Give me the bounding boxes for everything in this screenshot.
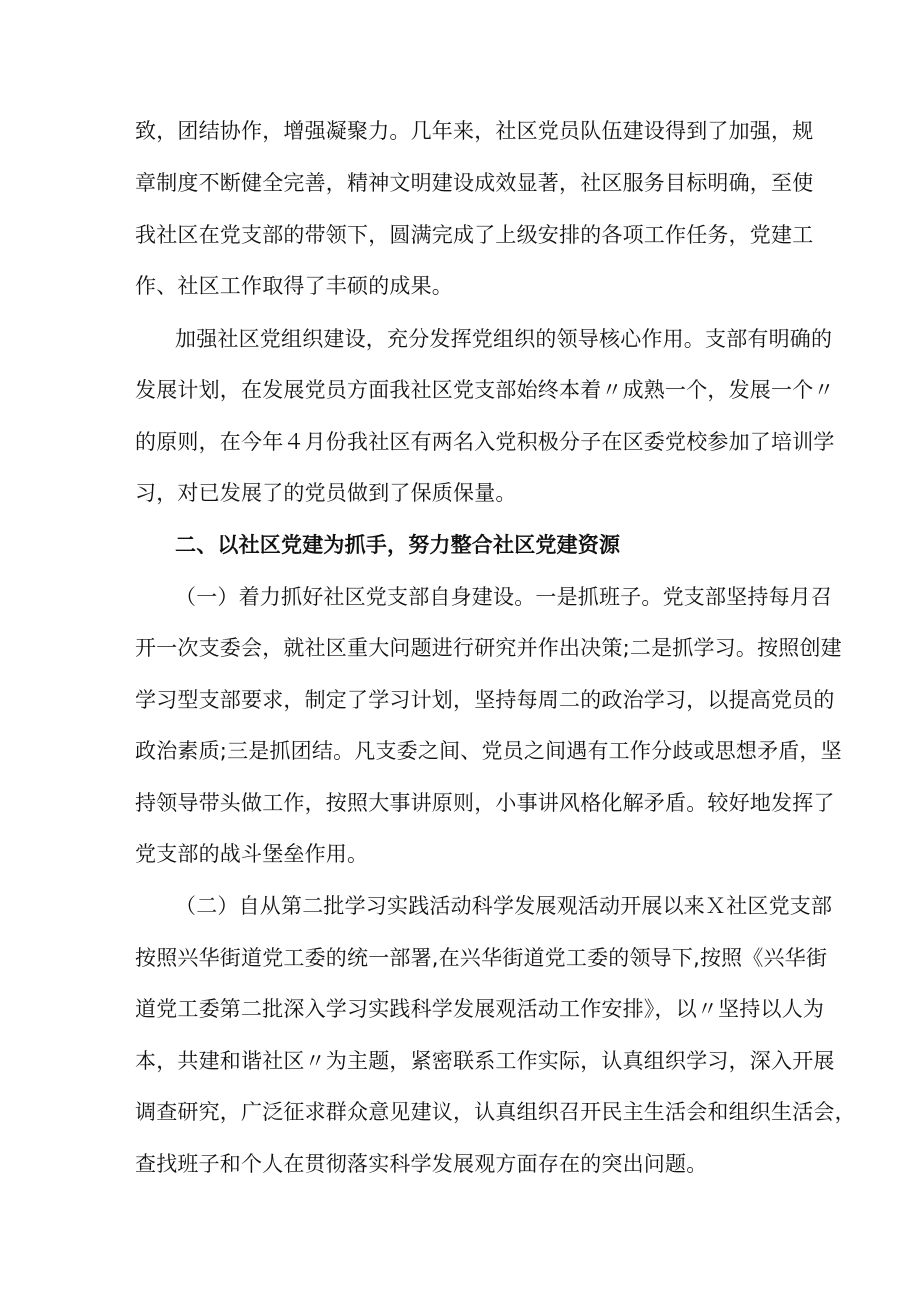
paragraph-4-line-6: 查找班子和个人在贯彻落实科学发展观方面存在的突出问题。 [135, 1152, 708, 1176]
paragraph-3-line-6: 党支部的战斗堡垒作用。 [135, 842, 369, 866]
paragraph-3-line-2: 开一次支委会，就社区重大问题进行研究并作出决策;二是抓学习。按照创建 [135, 636, 842, 660]
paragraph-4-line-1: （二）自从第二批学习实践活动科学发展观活动开展以来Ｘ社区党支部 [175, 894, 833, 918]
paragraph-1-line-2: 章制度不断健全完善，精神文明建设成效显著，社区服务目标明确，至使 [135, 171, 814, 195]
paragraph-3-line-1: （一）着力抓好社区党支部自身建设。一是抓班子。党支部坚持每月召 [175, 585, 833, 609]
paragraph-4-line-2: 按照兴华街道党工委的统一部署,在兴华街道党工委的领导下,按照《兴华街 [135, 946, 828, 970]
paragraph-4-line-3: 道党工委第二批深入学习实践科学发展观活动工作安排》，以〃坚持以人为 [135, 997, 825, 1021]
paragraph-2-line-2: 发展计划，在发展党员方面我社区党支部始终本着〃成熟一个，发展一个〃 [135, 378, 835, 402]
paragraph-2-line-4: 习，对已发展了的党员做到了保质保量。 [135, 481, 517, 505]
paragraph-3-line-5: 持领导带头做工作，按照大事讲原则，小事讲风格化解矛盾。较好地发挥了 [135, 791, 835, 815]
paragraph-4-line-5: 调查研究，广泛征求群众意见建议，认真组织召开民主生活会和组织生活会， [135, 1100, 856, 1124]
paragraph-1-line-4: 作、社区工作取得了丰硕的成果。 [135, 274, 453, 298]
paragraph-1-line-1: 致，团结协作，增强凝聚力。几年来，社区党员队伍建设得到了加强，规 [135, 119, 814, 143]
section-heading: 二、以社区党建为抓手，努力整合社区党建资源 [175, 533, 621, 557]
paragraph-4-line-4: 本，共建和谐社区〃为主题，紧密联系工作实际，认真组织学习，深入开展 [135, 1049, 835, 1073]
paragraph-1-line-3: 我社区在党支部的带领下，圆满完成了上级安排的各项工作任务，党建工 [135, 223, 814, 247]
paragraph-3-line-4: 政治素质;三是抓团结。凡支委之间、党员之间遇有工作分歧或思想矛盾，坚 [135, 739, 842, 763]
paragraph-2-line-1: 加强社区党组织建设，充分发挥党组织的领导核心作用。支部有明确的 [175, 327, 833, 351]
paragraph-2-line-3: 的原则，在今年４月份我社区有两名入党积极分子在区委党校参加了培训学 [135, 430, 835, 454]
paragraph-3-line-3: 学习型支部要求，制定了学习计划，坚持每周二的政治学习，以提高党员的 [135, 688, 835, 712]
